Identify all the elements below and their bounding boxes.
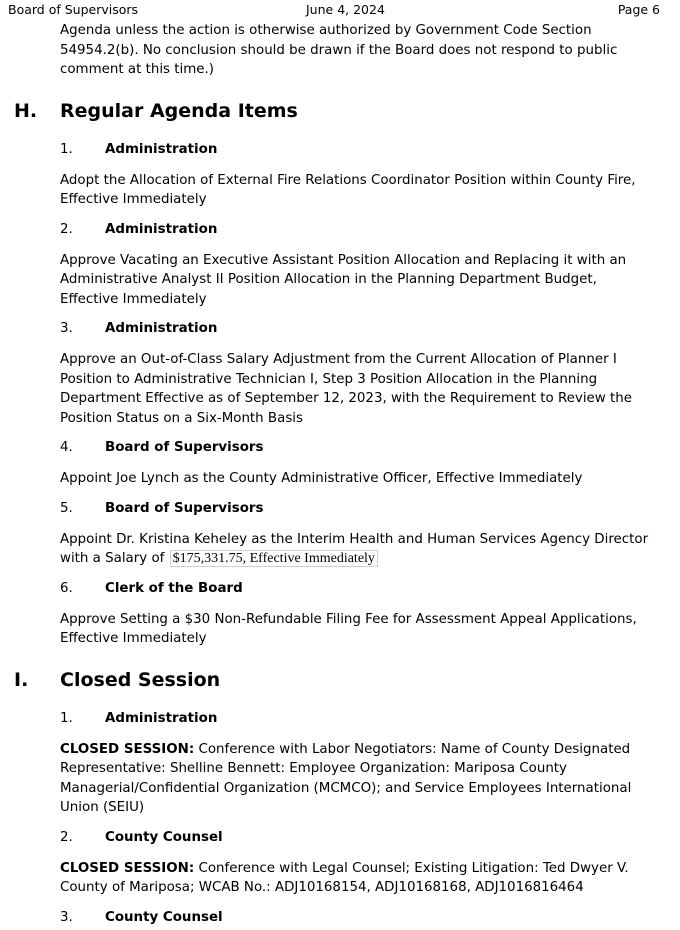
item-number: 2. [60,829,73,845]
item-description [60,859,658,898]
page-header [8,2,660,18]
item-description [60,530,658,569]
agenda-item-i2 [0,830,680,898]
item-description-text: Appoint Dr. Kristina Keheley as the Interim Health and Human Services Agency Director with a Salary of [60,531,649,566]
item-description: Approve Vacating an Executive Assistant Position Allocation and Replacing it with an Administrative Analyst II Position Allocation in the Planning Department Budget, Effective Immediately [60,252,627,307]
item-description-text: Conference with Legal Counsel; Existing Litigation: Ted Dwyer V. County of Mariposa; WCAB No.: ADJ10168154, ADJ10168168, ADJ1016816464 [60,860,629,895]
item-department: Clerk of the Board [105,580,243,596]
agenda-item-i1 [0,711,680,818]
item-department: Administration [105,321,218,336]
item-department: County Counsel [105,829,223,845]
item-department: Administration [105,221,218,237]
closed-session-label: CLOSED SESSION: [60,741,195,757]
item-number: 3. [60,321,73,336]
header-board-name: Board of Supervisors [8,2,139,17]
item-number: 2. [60,221,73,237]
intro-paragraph: Agenda unless the action is otherwise authorized by Government Code Section 54954.2(b). No conclusion should be drawn if the Board does not respond to public comment at this time.) [60,23,618,77]
agenda-item-h3 [0,321,680,428]
agenda-item-h4 [0,440,680,489]
section-i-heading [0,669,680,699]
section-i-letter: I. [14,668,29,691]
item-description: Adopt the Allocation of External Fire Relations Coordinator Position within County Fire, Effective Immediately [60,172,636,207]
item-number: 3. [60,909,73,925]
item-number: 1. [60,141,73,157]
salary-text-box: $175,331.75, Effective Immediately [170,550,378,567]
item-number: 6. [60,580,73,596]
item-department: Board of Supervisors [105,440,264,455]
item-description: Approve an Out-of-Class Salary Adjustment from the Current Allocation of Planner I Position to Administrative Technician I, Step 3 Position Allocation in the Planning Department Effective as of September 12, 2023, with the Requirement to Review the Position Status on a Six-Month Basis [60,352,632,426]
section-h-title: Regular Agenda Items [60,99,298,122]
item-department: Administration [105,710,218,726]
agenda-item-h6 [0,581,680,649]
agenda-item-h1 [0,142,680,210]
item-department: Board of Supervisors [105,500,264,516]
agenda-item-h5 [0,501,680,569]
item-department: County Counsel [105,909,223,925]
header-date: June 4, 2024 [306,2,385,17]
section-i-title: Closed Session [60,668,221,691]
section-h-heading [0,100,680,130]
item-description [60,740,658,818]
item-number: 5. [60,500,73,516]
header-page-number: Page 6 [617,2,660,17]
item-description: Appoint Joe Lynch as the County Administrative Officer, Effective Immediately [60,471,583,486]
item-description: Approve Setting a $30 Non-Refundable Filing Fee for Assessment Appeal Applications, Effective Immediately [60,611,637,646]
agenda-item-h2 [0,222,680,310]
section-h-letter: H. [14,99,38,122]
item-number: 4. [60,440,73,455]
item-number: 1. [60,710,73,726]
document-body [0,21,680,930]
item-description-text: Conference with Labor Negotiators: Name of County Designated Representative: Shelline Bennett: Employee Organization: Mariposa County Managerial/Confidential Organization (MCMCO); and Service Employees International Union (SEIU) [60,741,632,815]
agenda-item-i3 [0,910,680,930]
item-department: Administration [105,141,218,157]
closed-session-label: CLOSED SESSION: [60,860,195,876]
